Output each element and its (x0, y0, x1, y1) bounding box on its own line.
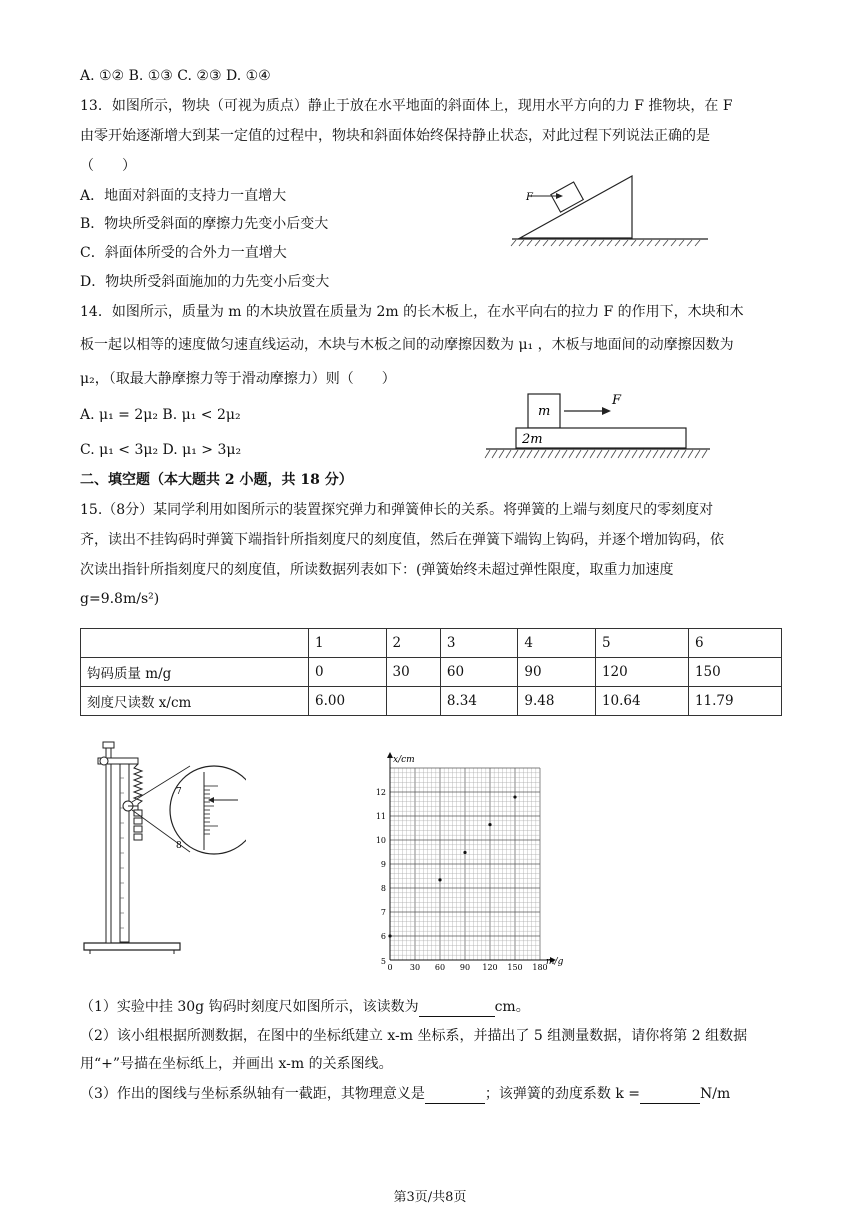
chart-y-axis-label: x/cm (393, 755, 415, 765)
table-cell: 8.34 (440, 687, 518, 716)
q14-stem-line2: 板一起以相等的速度做匀速直线运动，木块与木板之间的动摩擦因数为 μ₁ ，木板与地面间的动摩擦因数为 (80, 337, 734, 353)
magnified-scale-7: 7 (176, 787, 182, 797)
q15-sub3 (80, 1083, 730, 1104)
magnified-scale-8: 8 (176, 841, 182, 851)
q15-sub1 (80, 996, 530, 1017)
y-tick-label: 7 (380, 908, 386, 917)
q12-options: A. ①② B. ①③ C. ②③ D. ①④ (80, 68, 271, 84)
q15-sub3-text-a: （3）作出的图线与坐标系纵轴有一截距，其物理意义是 (80, 1086, 425, 1102)
table-row (81, 658, 782, 687)
table-cell: 6 (688, 629, 781, 658)
y-tick-label: 6 (380, 932, 386, 941)
q15-stem-line3: 次读出指针所指刻度尺的刻度值，所读数据列表如下：(弹簧始终未超过弹性限度，取重力加速度 (80, 562, 674, 578)
table-cell: 5 (595, 629, 688, 658)
x-m-chart (360, 748, 580, 986)
table-cell: 30 (386, 658, 440, 687)
data-point (463, 851, 466, 854)
spring-apparatus-figure (76, 738, 246, 958)
data-table (80, 628, 782, 716)
incline-force-label: F (526, 192, 533, 203)
table-cell: 11.79 (688, 687, 781, 716)
y-tick-label: 11 (375, 812, 386, 821)
q14-options-cd: C. μ₁ < 3μ₂ D. μ₁ > 3μ₂ (80, 442, 242, 458)
table-cell: 90 (518, 658, 596, 687)
data-point (438, 878, 441, 881)
table-cell: 1 (309, 629, 387, 658)
q15-stem-line2: 齐，读出不挂钩码时弹簧下端指针所指刻度尺的刻度值，然后在弹簧下端钩上钩码，并逐个增加钩码，依 (80, 532, 724, 548)
block-board-figure (484, 386, 714, 466)
page-footer: 第3页/共8页 (393, 1190, 467, 1205)
table-cell: 刻度尺读数 x/cm (81, 687, 309, 716)
x-tick-label: 180 (532, 963, 548, 972)
q13-option-a: A．地面对斜面的支持力一直增大 (80, 188, 287, 204)
q15-sub2-line2: 用“+”号描在坐标纸上，并画出 x-m 的关系图线。 (80, 1056, 393, 1072)
y-tick-label: 9 (380, 860, 386, 869)
table-row (81, 687, 782, 716)
q15-sub3-unit: N/m (700, 1086, 731, 1102)
q15-sub1-answer-blank[interactable] (419, 996, 495, 1017)
q15-sub2-line1: （2）该小组根据所测数据，在图中的坐标纸建立 x-m 坐标系，并描出了 5 组测量数据，请你将第 2 组数据 (80, 1028, 748, 1044)
q15-sub1-unit: cm。 (494, 999, 530, 1015)
q13-option-c: C．斜面体所受的合外力一直增大 (80, 245, 287, 261)
y-tick-label: 12 (375, 788, 386, 797)
table-cell: 4 (518, 629, 596, 658)
x-tick-label: 90 (459, 963, 471, 972)
section2-title: 二、填空题（本大题共 2 小题，共 18 分） (80, 472, 353, 488)
q15-sub3-text-b: ；该弹簧的劲度系数 k = (484, 1086, 641, 1102)
table-cell: 10.64 (595, 687, 688, 716)
table-cell: 钩码质量 m/g (81, 658, 309, 687)
table-row (81, 629, 782, 658)
x-tick-label: 0 (387, 963, 393, 972)
q14-stem-line1: 14．如图所示，质量为 m 的木块放置在质量为 2m 的长木板上，在水平向右的拉力 F 的作用下，木块和木 (80, 304, 744, 320)
table-cell: 6.00 (309, 687, 387, 716)
q15-sub1-text: （1）实验中挂 30g 钩码时刻度尺如图所示，该读数为 (80, 999, 419, 1015)
x-tick-label: 150 (507, 963, 523, 972)
chart-ticks (376, 788, 548, 972)
q14-options-ab: A. μ₁ = 2μ₂ B. μ₁ < 2μ₂ (80, 407, 241, 423)
q13-stem-line1: 13．如图所示，物块（可视为质点）静止于放在水平地面的斜面体上，现用水平方向的力 F 推物块，在 F (80, 98, 733, 114)
q15-sub3-answer-blank-2[interactable] (640, 1083, 700, 1104)
table-cell: 0 (309, 658, 387, 687)
data-point (488, 823, 491, 826)
table-cell (81, 629, 309, 658)
chart-grid (390, 768, 540, 960)
q15-stem-line4: g=9.8m/s²) (80, 591, 160, 607)
q13-option-b: B．物块所受斜面的摩擦力先变小后变大 (80, 216, 329, 232)
table-cell: 150 (688, 658, 781, 687)
q15-stem-line1: 15.（8分）某同学利用如图所示的装置探究弹力和弹簧伸长的关系。将弹簧的上端与刻度尺的零刻度对 (80, 502, 714, 518)
table-cell: 2 (386, 629, 440, 658)
table-cell: 3 (440, 629, 518, 658)
x-tick-label: 60 (434, 963, 446, 972)
chart-x-axis-label: m/g (546, 957, 564, 967)
board-mass-label: 2m (522, 432, 543, 447)
block-mass-label: m (538, 404, 551, 419)
table-cell: 9.48 (518, 687, 596, 716)
q15-sub3-answer-blank-1[interactable] (425, 1083, 485, 1104)
table-cell: 60 (440, 658, 518, 687)
q14-stem-line3: μ₂，（取最大静摩擦力等于滑动摩擦力）则（ ） (80, 371, 396, 387)
table-cell: 120 (595, 658, 688, 687)
incline-figure (508, 170, 718, 250)
pull-force-label: F (612, 393, 622, 408)
data-point (388, 934, 391, 937)
q13-stem-line2: 由零开始逐渐增大到某一定值的过程中，物块和斜面体始终保持静止状态，对此过程下列说法正确的是 (80, 128, 710, 144)
x-tick-label: 30 (409, 963, 421, 972)
q13-stem-line3: （ ） (80, 158, 136, 174)
origin-label: 5 (380, 957, 386, 966)
x-tick-label: 120 (482, 963, 498, 972)
y-tick-label: 8 (380, 884, 386, 893)
y-tick-label: 10 (375, 836, 386, 845)
table-cell (386, 687, 440, 716)
data-point (513, 795, 516, 798)
q13-option-d: D．物块所受斜面施加的力先变小后变大 (80, 274, 330, 290)
